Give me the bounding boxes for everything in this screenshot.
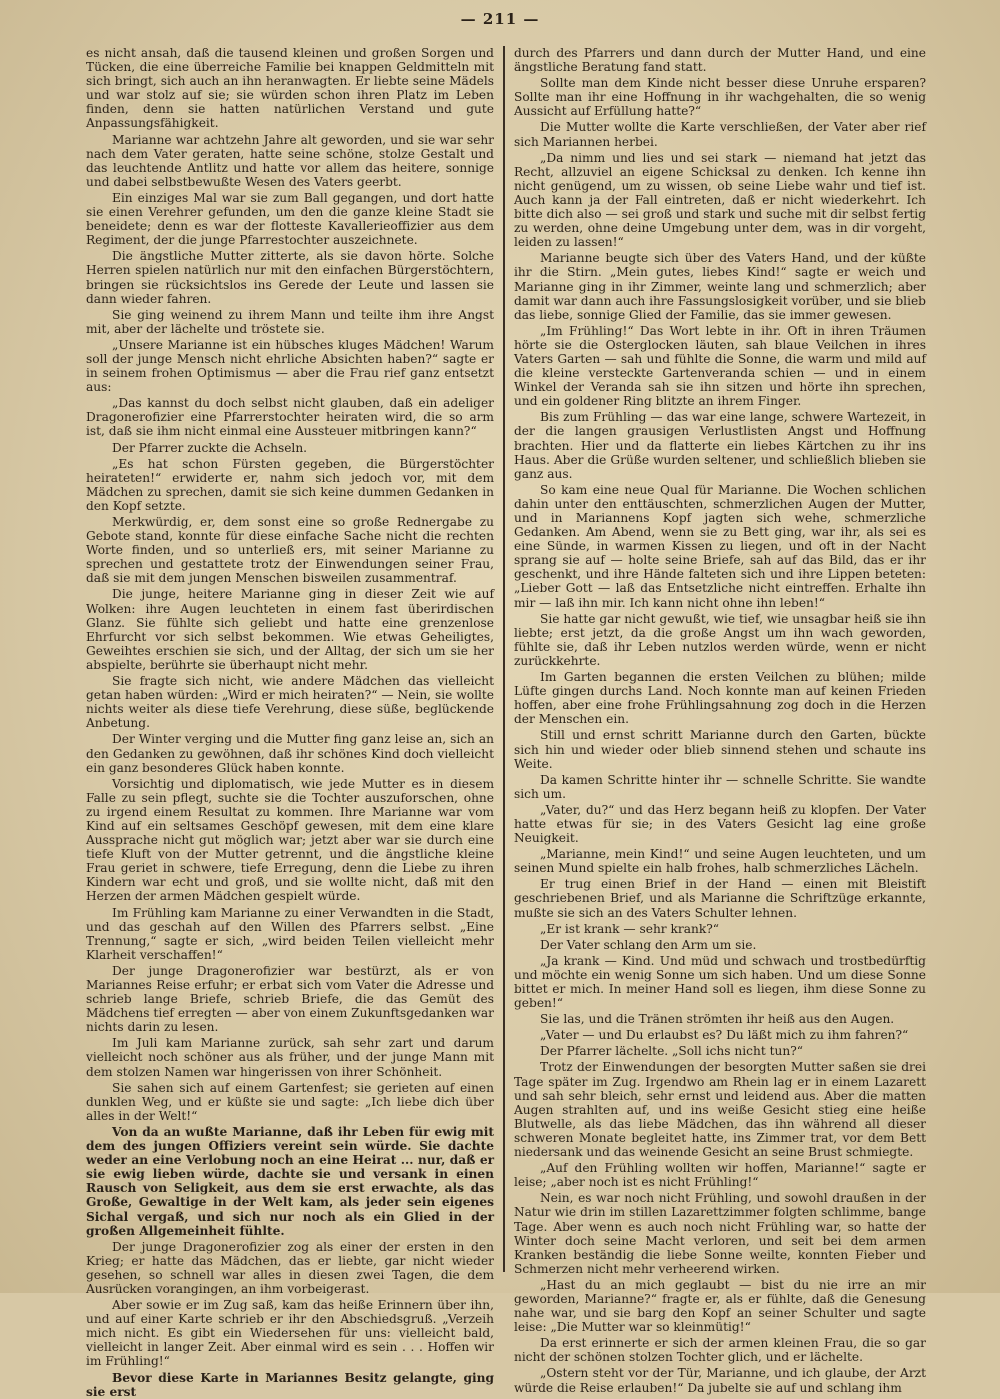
paragraph: Marianne beugte sich über des Vaters Hand, und der küßte ihr die Stirn. „Mein gutes, liebes Kind!“ sagte er weich und Marianne ging in ihr Zimmer, weinte lang und schmerzlich; aber damit war dann auch ihre Fassungslosigkeit vorüber, und sie blieb das liebe, sonnige Glied der Familie, das sie immer gewesen. xyxy=(514,251,926,322)
paragraph: „Das kannst du doch selbst nicht glauben, daß ein adeliger Dragonerofizier eine Pfarrerstochter heiraten wird, die so arm ist, daß sie ihm nicht einmal eine Aussteuer mitbringen kann?“ xyxy=(86,396,494,439)
paragraph: „Hast du an mich geglaubt — bist du nie irre an mir geworden, Marianne?“ fragte er, als er fühlte, daß die Genesung nahe war, und sie barg den Kopf an seiner Schulter und sagte leise: „Die Mutter war so kleinmütig!“ xyxy=(514,1277,926,1335)
paragraph: durch des Pfarrers und dann durch der Mutter Hand, und eine ängstliche Beratung fand statt. xyxy=(514,46,926,75)
paragraph: es nicht ansah, daß die tausend kleinen und großen Sorgen und Tücken, die eine überreiche Familie bei knappen Geldmitteln mit sich bringt, sich auch an ihn heranwagten. Er liebte seine Mädels und war stolz auf sie; sie würden schon ihren Platz im Leben finden, denn sie hatten natürlichen Verstand und gute Anpassungsfähigkeit. xyxy=(86,46,494,131)
paragraph: Nein, es war noch nicht Frühling, und sowohl draußen in der Natur wie drin im stillen Lazarettzimmer folgten schlimme, bange Tage. Aber wenn es auch noch nicht Frühling war, so hatte der Winter doch seine Macht verloren, und seit bei dem armen Kranken beständig die liebe Sonne weilte, konnten Fieber und Schmerzen nicht mehr verheerend wirken. xyxy=(514,1191,926,1276)
paragraph: Marianne war achtzehn Jahre alt geworden, und sie war sehr nach dem Vater geraten, hatte seine schöne, stolze Gestalt und das leuchtende Antlitz und hatte vor allem das heitere, sonnige und dabei selbstbewußte Wesen des Vaters geerbt. xyxy=(86,132,494,189)
paragraph: Der Pfarrer zuckte die Achseln. xyxy=(112,440,308,455)
column-divider xyxy=(503,46,505,1272)
paragraph: Vorsichtig und diplomatisch, wie jede Mutter es in diesem Falle zu sein pflegt, suchte sie die Tochter auszuforschen, ohne zu irgend einem Resultat zu kommen. Ihre Marianne war vom Kind auf ein seltsames Geschöpf gewesen, mit dem eine klare Aussprache nicht gut möglich war; jetzt aber war sie durch eine tiefe Kluft von der Mutter getrennt, und die ängstliche kleine Frau geriet in schwere, tiefe Erregung, denn die Liebe zu ihren Kindern war echt und groß, und sie wollte nicht, daß mit den Herzen der armen Mädchen gespielt würde. xyxy=(86,776,494,904)
paragraph: Der Vater schlang den Arm um sie. xyxy=(540,937,757,952)
paragraph: Sollte man dem Kinde nicht besser diese Unruhe ersparen? Sollte man ihr eine Hoffnung in ihr wachgehalten, die so wenig Aussicht auf Erfüllung hatte?“ xyxy=(514,76,926,119)
paragraph: Der Winter verging und die Mutter fing ganz leise an, sich an den Gedanken zu gewöhnen, daß ihr schönes Kind doch vielleicht ein ganz besonderes Glück haben konnte. xyxy=(86,732,494,775)
paragraph: Bis zum Frühling — das war eine lange, schwere Wartezeit, in der die langen grausigen Verlustlisten Angst und Hoffnung brachten. Hier und da flatterte ein liebes Kärtchen zu ihr ins Haus. Aber die Grüße wurden seltener, und schließlich blieben sie ganz aus. xyxy=(514,410,926,481)
paragraph: Im Garten begannen die ersten Veilchen zu blühen; milde Lüfte gingen durchs Land. Noch konnte man auf keinen Frieden hoffen, aber eine frohe Frühlingsahnung zog doch in die Herzen der Menschen ein. xyxy=(514,670,926,727)
paragraph: Sie las, und die Tränen strömten ihr heiß aus den Augen. xyxy=(540,1012,895,1027)
paragraph: „Im Frühling!“ Das Wort lebte in ihr. Oft in ihren Träumen hörte sie die Osterglocken läuten, sah blaue Veilchen in ihres Vaters Garten — sah und fühlte die Sonne, die warm und mild auf die kleine versteckte Gartenveranda schien — und in einem Winkel der Veranda sah sie ihn sitzen und hörte ihn sprechen, und ein goldener Ring blitzte an ihrem Finger. xyxy=(514,323,926,409)
paragraph: Der Pfarrer lächelte. „Soll ichs nicht tun?“ xyxy=(540,1044,803,1059)
paragraph: Der junge Dragonerofizier zog als einer der ersten in den Krieg; er hatte das Mädchen, das er liebte, gar nicht wieder gesehen, so schnell war alles in diesen zwei Tagen, die dem Ausrücken vorangingen, an ihm vorbeigerast. xyxy=(86,1239,494,1296)
paragraph: „Marianne, mein Kind!“ und seine Augen leuchteten, und um seinen Mund spielte ein halb frohes, halb schmerzliches Lächeln. xyxy=(514,847,926,876)
paragraph: Ein einziges Mal war sie zum Ball gegangen, und dort hatte sie einen Verehrer gefunden, um den die ganze kleine Stadt sie beneidete; denn es war der flotteste Kavallerieoffizier aus dem Regiment, der die junge Pfarrestochter auszeichnete. xyxy=(86,190,494,248)
paragraph: Bevor diese Karte in Mariannes Besitz gelangte, ging sie erst xyxy=(86,1370,494,1399)
paragraph: Die junge, heitere Marianne ging in dieser Zeit wie auf Wolken: ihre Augen leuchteten in einem fast überirdischen Glanz. Sie fühlte sich geliebt und hatte eine grenzenlose Ehrfurcht vor sich selbst bekommen. Wie etwas Geheiligtes, Geweihtes erschien sie sich, und der Alltag, der sich um sie her abspielte, berührte sie überhaupt nicht mehr. xyxy=(86,587,494,672)
paragraph: Sie fragte sich nicht, wie andere Mädchen das vielleicht getan haben würden: „Wird er mich heiraten?“ — Nein, sie wollte nichts weiter als diese tiefe Verehrung, diese süße, beglückende Anbetung. xyxy=(86,674,494,731)
paragraph: „Ja krank — Kind. Und müd und schwach und trostbedürftig und möchte ein wenig Sonne um sich haben. Und um diese Sonne bittet er mich. In meiner Hand soll es liegen, ihm diese Sonne zu geben!“ xyxy=(514,953,926,1011)
paragraph: „Es hat schon Fürsten gegeben, die Bürgerstöchter heirateten!“ erwiderte er, nahm sich jedoch vor, mit dem Mädchen zu sprechen, damit sie sich keine dummen Gedanken in den Kopf setzte. xyxy=(86,456,494,513)
paragraph: So kam eine neue Qual für Marianne. Die Wochen schlichen dahin unter den enttäuschten, schmerzlichen Augen der Mutter, und in Mariannens Kopf jagten sich wehe, schmerzliche Gedanken. Am Abend, wenn sie zu Bett ging, war ihr, als sei es eine Sünde, in warmen Kissen zu liegen, und oft in der Nacht sprang sie auf — holte seine Briefe, sah auf das Bild, das er ihr geschenkt, und ihre Hände falteten sich und ihre Lippen beteten: „Lieber Gott — laß das Entsetzliche nicht eintreffen. Erhalte ihn mir — laß ihn mir. Ich kann nicht ohne ihn leben!“ xyxy=(514,482,926,610)
paragraph: „Vater, du?“ und das Herz begann heiß zu klopfen. Der Vater hatte etwas für sie; in des Vaters Gesicht lag eine große Neuigkeit. xyxy=(514,802,926,846)
right-column xyxy=(514,46,926,1395)
paragraph: Sie ging weinend zu ihrem Mann und teilte ihm ihre Angst mit, aber der lächelte und tröstete sie. xyxy=(86,307,494,336)
paragraph: Die Mutter wollte die Karte verschließen, der Vater aber rief sich Mariannen herbei. xyxy=(514,120,926,149)
paragraph: Da kamen Schritte hinter ihr — schnelle Schritte. Sie wandte sich um. xyxy=(514,772,926,801)
paragraph: „Unsere Marianne ist ein hübsches kluges Mädchen! Warum soll der junge Mensch nicht ehrliche Absichten haben?“ sagte er in seinem frohen Optimismus — aber die Frau rief ganz entsetzt aus: xyxy=(86,337,494,395)
left-column xyxy=(86,46,494,1399)
paragraph: Von da an wußte Marianne, daß ihr Leben für ewig mit dem des jungen Offiziers vereint sein würde. Sie dachte weder an eine Verlobung noch an eine Heirat ... nur, daß er sie ewig lieben würde, dachte sie und versank in einen Rausch von Seligkeit, aus dem sie erst erwachte, als das Große, Gewaltige in der Welt kam, als jeder sein eigenes Sichal vergaß, und sich nur noch als ein Glied in der großen Allgemeinheit fühlte. xyxy=(86,1124,494,1238)
paragraph: Der junge Dragonerofizier war bestürzt, als er von Mariannes Reise erfuhr; er erbat sich vom Vater die Adresse und schrieb lange Briefe, schrieb Briefe, die das Gemüt des Mädchens tief erregten — aber von einem Zukunftsgedanken war nichts darin zu lesen. xyxy=(86,963,494,1035)
paragraph: Da erst erinnerte er sich der armen kleinen Frau, die so gar nicht der schönen stolzen Tochter glich, und er lächelte. xyxy=(514,1336,926,1365)
paragraph: Im Juli kam Marianne zurück, sah sehr zart und darum vielleicht noch schöner aus als früher, und der junge Mann mit dem stolzen Namen war hingerissen von ihrer Schönheit. xyxy=(86,1036,494,1079)
paragraph: Merkwürdig, er, dem sonst eine so große Rednergabe zu Gebote stand, konnte für diese einfache Sache nicht die rechten Worte finden, und so unterließ ers, mit seiner Marianne zu sprechen und gestattete trotz der Einwendungen seiner Frau, daß sie mit dem jungen Menschen bisweilen zusammentraf. xyxy=(86,515,494,586)
paragraph: Sie hatte gar nicht gewußt, wie tief, wie unsagbar heiß sie ihn liebte; erst jetzt, da die große Angst um ihn wach geworden, fühlte sie, daß ihr Leben nutzlos werden würde, wenn er nicht zurückkehrte. xyxy=(514,611,926,668)
paragraph: Er trug einen Brief in der Hand — einen mit Bleistift geschriebenen Brief, und als Marianne die Schriftzüge erkannte, mußte sie sich an des Vaters Schulter lehnen. xyxy=(514,877,926,920)
paragraph: Die ängstliche Mutter zitterte, als sie davon hörte. Solche Herren spielen natürlich nur mit den einfachen Bürgerstöchtern, bringen sie rücksichtslos ins Gerede der Leute und lassen sie dann wieder fahren. xyxy=(86,249,494,306)
paragraph: Sie sahen sich auf einem Gartenfest; sie gerieten auf einen dunklen Weg, und er küßte sie und sagte: „Ich liebe dich über alles in der Welt!“ xyxy=(86,1080,494,1123)
paragraph: „Da nimm und lies und sei stark — niemand hat jetzt das Recht, allzuviel an eigene Schicksal zu denken. Ich kenne ihn nicht genügend, um zu wissen, ob seine Liebe wahr und tief ist. Auch kann ja der Fall eintreten, daß er nicht wiederkehrt. Ich bitte dich also — sei groß und stark und suche mit dir selbst fertig zu werden, ohne deine Umgebung unter dem, was in dir vorgeht, leiden zu lassen!“ xyxy=(514,150,926,250)
page-number: — 211 — xyxy=(460,10,540,28)
paragraph: „Ostern steht vor der Tür, Marianne, und ich glaube, der Arzt würde die Reise erlauben!“ Da jubelte sie auf und schlang ihm xyxy=(514,1366,926,1395)
paragraph: Still und ernst schritt Marianne durch den Garten, bückte sich hin und wieder oder blieb sinnend stehen und schaute ins Weite. xyxy=(514,728,926,771)
paragraph: „Vater — und Du erlaubst es? Du läßt mich zu ihm fahren?“ xyxy=(540,1028,909,1043)
paragraph: Trotz der Einwendungen der besorgten Mutter saßen sie drei Tage später im Zug. Irgendwo am Rhein lag er in einem Lazarett und sah sehr bleich, sehr ernst und leidend aus. Aber die matten Augen strahlten auf, und ins weiße Gesicht stieg eine heiße Blutwelle, als das liebe Mädchen, das ihn während all dieser schweren Monate begleitet hatte, ins Zimmer trat, vor dem Bett niedersank und das weinende Gesicht an seine Brust schmiegte. xyxy=(514,1060,926,1160)
paragraph: „Auf den Frühling wollten wir hoffen, Marianne!“ sagte er leise; „aber noch ist es nicht Frühling!“ xyxy=(514,1161,926,1190)
paragraph: „Er ist krank — sehr krank?“ xyxy=(540,921,719,936)
paragraph: Im Frühling kam Marianne zu einer Verwandten in die Stadt, und das geschah auf den Willen des Pfarrers selbst. „Eine Trennung,“ sagte er sich, „wird beiden Teilen vielleicht mehr Klarheit verschaffen!“ xyxy=(86,905,494,962)
paragraph: Aber sowie er im Zug saß, kam das heiße Erinnern über ihn, und auf einer Karte schrieb er ihr den Abschiedsgruß. „Verzeih mich nicht. Es gibt ein Wiedersehen für uns: vielleicht bald, vielleicht in langer Zeit. Aber einmal wird es sein . . . Hoffen wir im Frühling!“ xyxy=(86,1298,494,1369)
